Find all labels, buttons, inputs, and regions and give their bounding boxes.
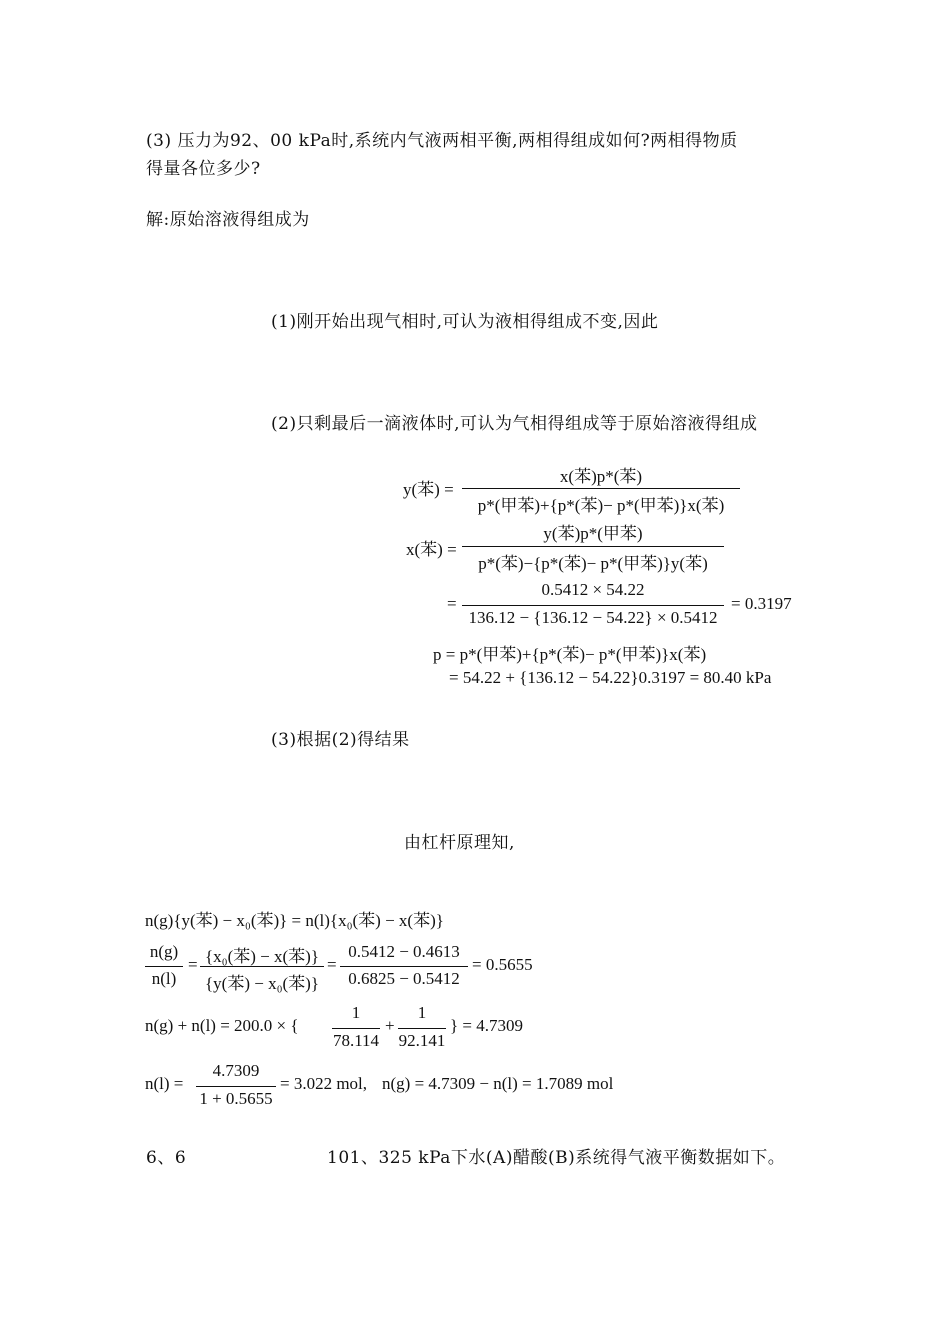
lever-eq3-den2: 92.141 — [398, 1031, 446, 1050]
lever-eq2-right-den: 0.6825 − 0.5412 — [348, 969, 460, 988]
eq1-fraction-bar — [462, 488, 740, 489]
lever-eq4-result: = 3.022 mol, — [280, 1074, 368, 1093]
part-2-text: (2)只剩最后一滴液体时,可认为气相得组成等于原始溶液得组成 — [271, 414, 758, 434]
lever-eq4-bar — [196, 1086, 276, 1087]
eq3-numerator: 0.5412 × 54.22 — [541, 580, 645, 599]
part-3-text: (3)根据(2)得结果 — [271, 730, 410, 750]
lever-eq4-den: 1 + 0.5655 — [199, 1089, 273, 1108]
eq1-denominator: p*(甲苯)+{p*(苯)− p*(甲苯)}x(苯) — [477, 496, 725, 515]
problem-number: 6、6 — [146, 1148, 187, 1168]
lever-eq2-right-num: 0.5412 − 0.4613 — [348, 942, 460, 961]
lever-eq2-left-den: n(l) — [151, 969, 177, 988]
lever-rule-text: 由杠杆原理知, — [404, 833, 515, 853]
lever-eq2-left-num: n(g) — [149, 942, 179, 961]
eq3-result: = 0.3197 — [731, 594, 792, 613]
lever-eq3-plus: + — [385, 1016, 395, 1035]
lever-eq2-right-bar — [340, 966, 468, 967]
part-1-text: (1)刚开始出现气相时,可认为液相得组成不变,因此 — [271, 312, 659, 332]
eq3-fraction-bar — [462, 605, 724, 606]
lever-eq3-den1: 78.114 — [332, 1031, 380, 1050]
question-3-line-2: 得量各位多少? — [146, 159, 261, 179]
lever-eq2-left-bar — [145, 966, 183, 967]
solution-intro: 解:原始溶液得组成为 — [146, 210, 310, 230]
eq3-equals: = — [447, 594, 457, 613]
eq5-pressure-value: = 54.22 + {136.12 − 54.22}0.3197 = 80.40 kPa — [449, 668, 772, 687]
lever-eq4-lhs: n(l) = — [145, 1074, 184, 1093]
lever-eq2-mid-den: {y(苯) − x₀(苯)} — [205, 974, 319, 993]
lever-eq2-mid-bar — [200, 966, 324, 967]
lever-eq3-bar2 — [398, 1028, 446, 1029]
lever-eq2-eq1: = — [188, 955, 198, 974]
lever-eq3-num1: 1 — [351, 1003, 361, 1022]
eq1-lhs: y(苯) = — [403, 480, 454, 499]
eq2-lhs: x(苯) = — [406, 540, 457, 559]
eq2-numerator: y(苯)p*(甲苯) — [543, 524, 643, 543]
eq2-fraction-bar — [462, 546, 724, 547]
lever-eq4-ng: n(g) = 4.7309 − n(l) = 1.7089 mol — [382, 1074, 614, 1093]
problem-6-6-text: 101、325 kPa下水(A)醋酸(B)系统得气液平衡数据如下。 — [327, 1148, 786, 1168]
lever-eq3-num2: 1 — [417, 1003, 427, 1022]
lever-eq3-lhs: n(g) + n(l) = 200.0 × { — [145, 1016, 299, 1035]
lever-eq3-bar1 — [332, 1028, 380, 1029]
lever-eq2-result: = 0.5655 — [472, 955, 533, 974]
lever-eq3-result: } = 4.7309 — [450, 1016, 523, 1035]
eq2-denominator: p*(苯)−{p*(苯)− p*(甲苯)}y(苯) — [478, 554, 708, 573]
lever-eq4-num: 4.7309 — [212, 1061, 260, 1080]
question-3-line-1: (3) 压力为92、00 kPa时,系统内气液两相平衡,两相得组成如何?两相得物质 — [146, 131, 738, 151]
eq1-numerator: x(苯)p*(苯) — [559, 467, 643, 486]
lever-eq1: n(g){y(苯) − x₀(苯)} = n(l){x₀(苯) − x(苯)} — [145, 911, 444, 930]
eq4-pressure: p = p*(甲苯)+{p*(苯)− p*(甲苯)}x(苯) — [433, 645, 707, 664]
eq3-denominator: 136.12 − {136.12 − 54.22} × 0.5412 — [468, 608, 718, 627]
lever-eq2-eq2: = — [327, 955, 337, 974]
lever-eq2-mid-num: {x₀(苯) − x(苯)} — [205, 947, 319, 966]
